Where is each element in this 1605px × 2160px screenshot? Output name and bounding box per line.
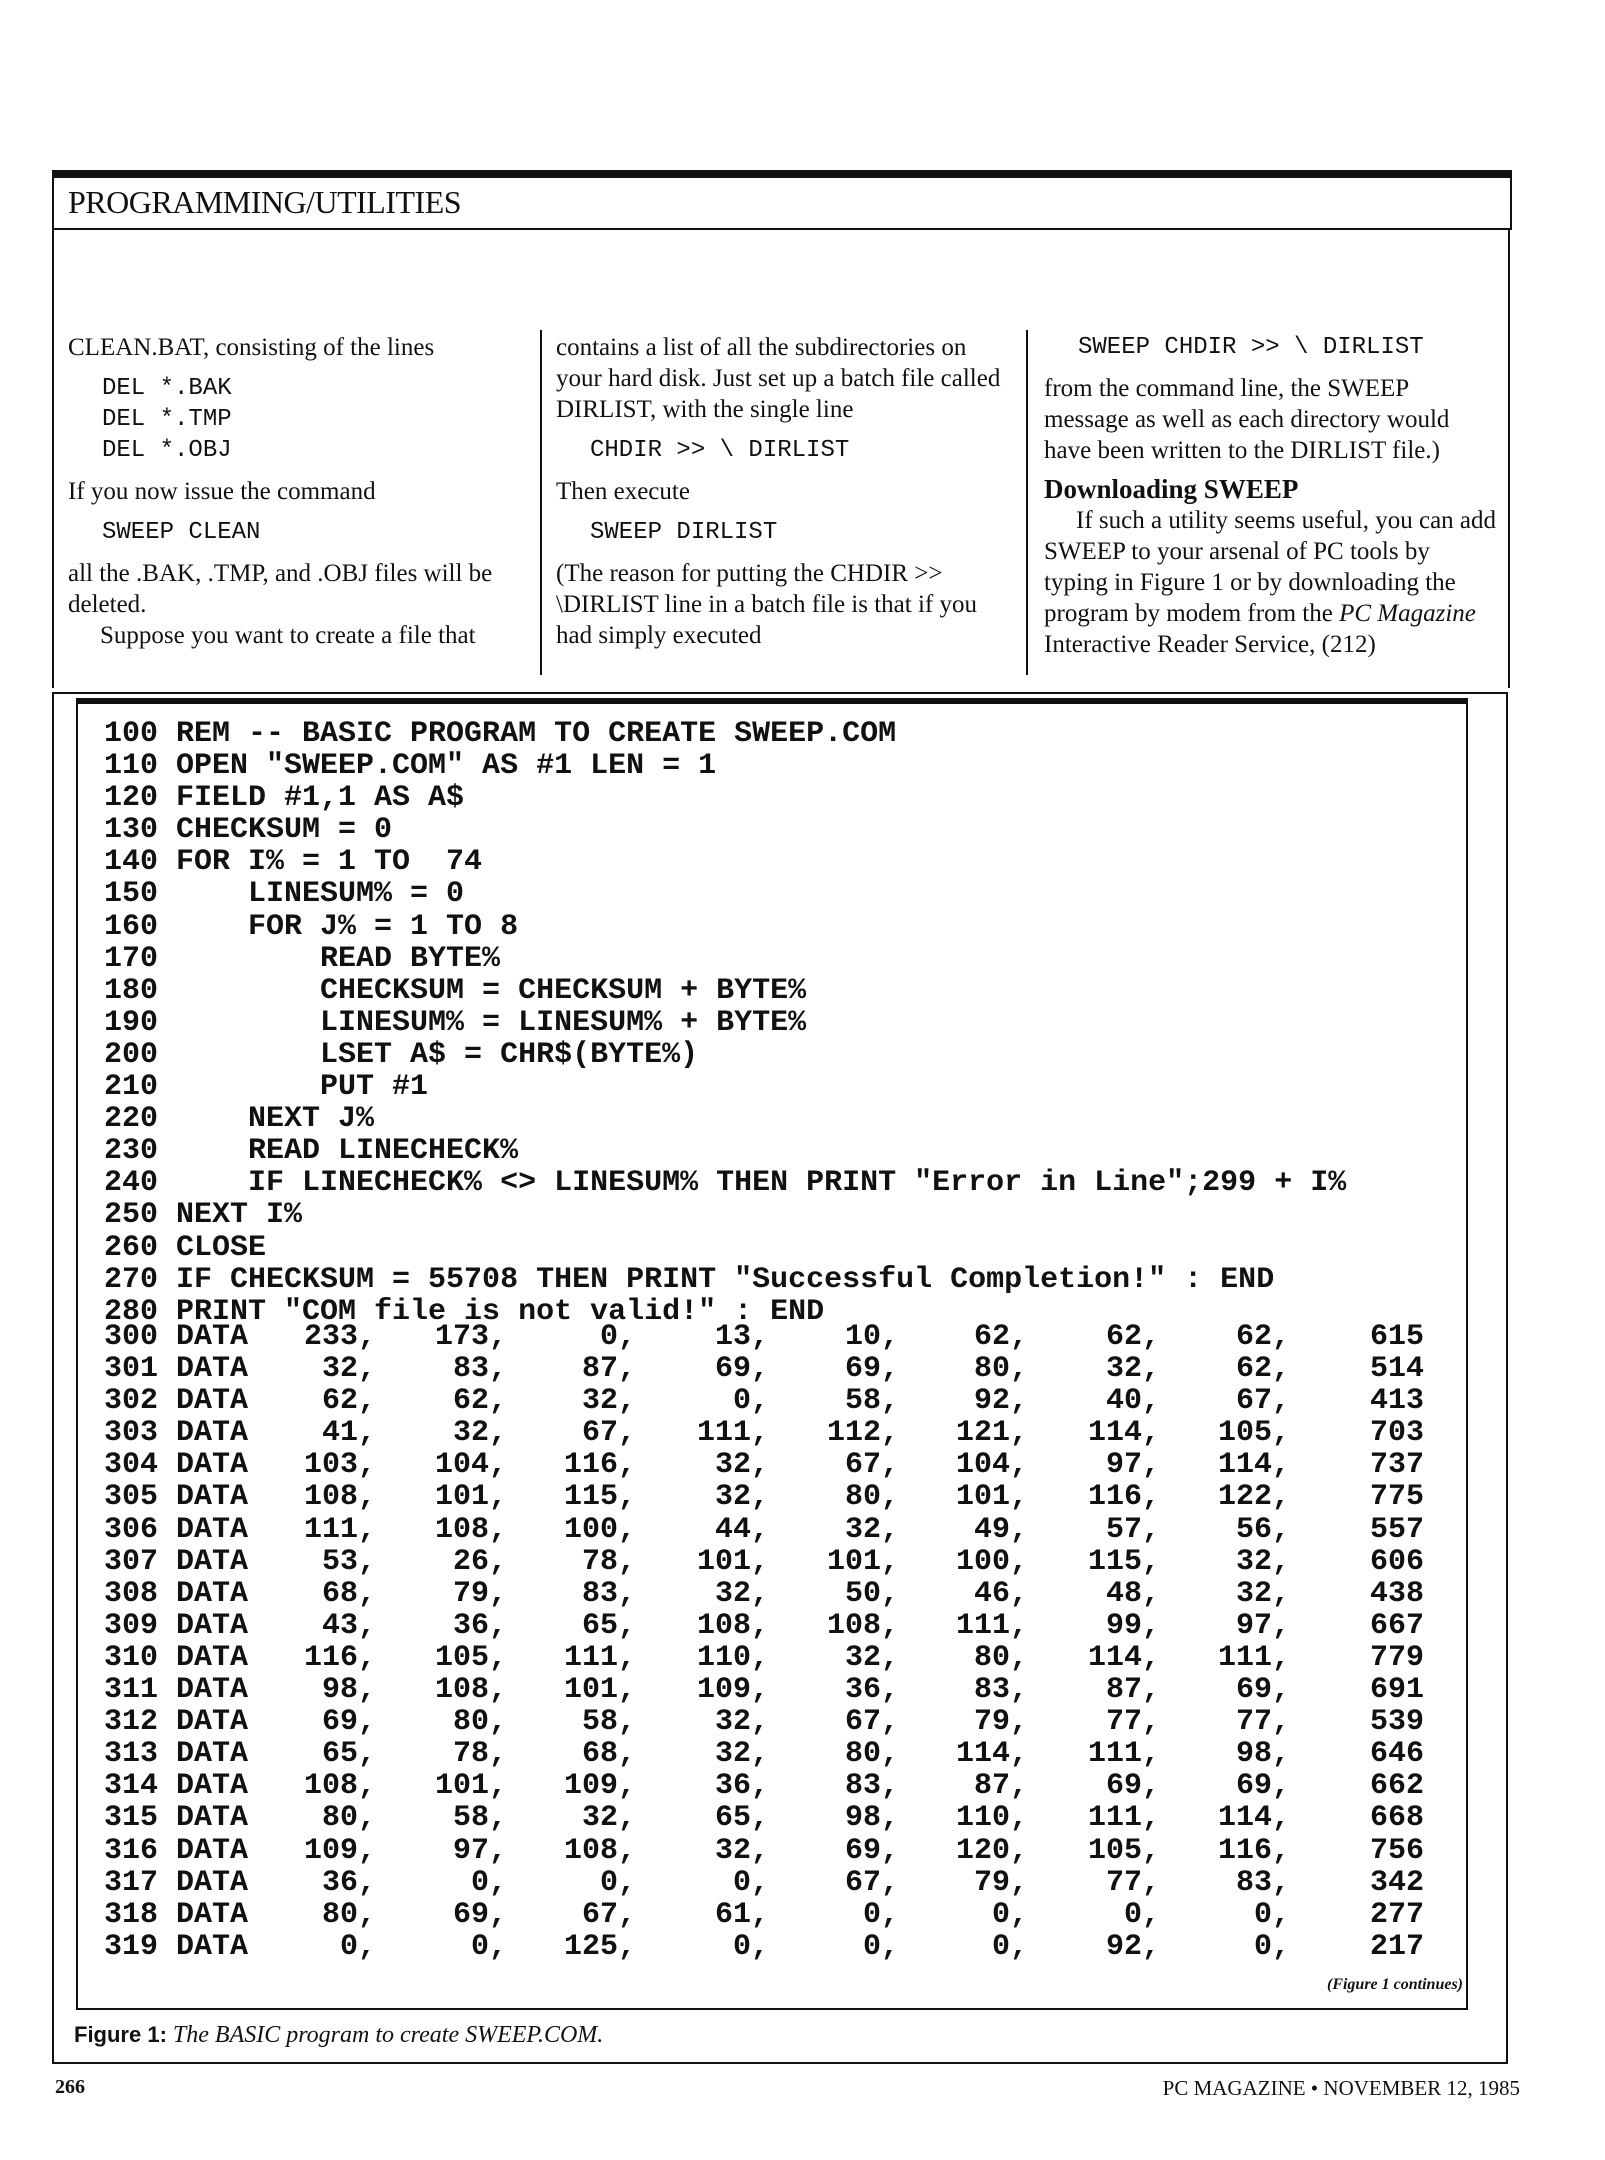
data-value: 114, <box>1087 1640 1160 1675</box>
data-value: 97, <box>452 1833 507 1868</box>
data-value: 0, <box>732 1384 769 1419</box>
data-row <box>104 1866 1484 1898</box>
data-value: 48, <box>1105 1576 1160 1611</box>
data-value: 69, <box>714 1352 769 1387</box>
data-value: 65, <box>321 1737 376 1772</box>
code-line: DEL *.BAK <box>102 375 232 402</box>
data-line-label: 300 DATA <box>104 1320 249 1354</box>
data-value: 62, <box>1235 1320 1290 1354</box>
paragraph: Suppose you want to create a file that <box>100 622 476 649</box>
data-value: 62, <box>321 1384 376 1419</box>
data-value: 105, <box>434 1640 507 1675</box>
data-value: 108, <box>826 1608 899 1643</box>
data-line-label: 318 DATA <box>104 1897 249 1932</box>
data-value: 0, <box>1253 1929 1290 1964</box>
data-value: 101, <box>696 1544 769 1579</box>
data-checksum: 606 <box>1369 1544 1424 1579</box>
code-line: 130 CHECKSUM = 0 <box>104 813 393 848</box>
data-row <box>104 1545 1484 1577</box>
data-line-label: 303 DATA <box>104 1416 249 1451</box>
data-value: 115, <box>1087 1544 1160 1579</box>
data-value: 109, <box>696 1673 769 1708</box>
data-value: 32, <box>714 1480 769 1515</box>
paragraph: CLEAN.BAT, consisting of the lines <box>68 334 435 361</box>
data-value: 61, <box>714 1897 769 1932</box>
data-value: 92, <box>1105 1929 1160 1964</box>
code-line: DEL *.OBJ <box>102 437 232 464</box>
data-value: 0, <box>1123 1897 1160 1932</box>
data-row <box>104 1769 1484 1804</box>
data-value: 69, <box>844 1352 899 1387</box>
page-frame-right <box>1508 228 1510 688</box>
data-checksum: 662 <box>1369 1769 1424 1804</box>
data-value: 109, <box>303 1833 376 1868</box>
data-value: 67, <box>844 1448 899 1483</box>
data-value: 109, <box>563 1769 636 1804</box>
data-line-label: 315 DATA <box>104 1801 249 1836</box>
data-value: 58, <box>452 1801 507 1836</box>
data-value: 32, <box>844 1640 899 1675</box>
data-value: 36, <box>714 1769 769 1804</box>
data-value: 41, <box>321 1416 376 1451</box>
data-value: 97, <box>1235 1608 1290 1643</box>
data-value: 87, <box>581 1352 636 1387</box>
data-value: 0, <box>470 1929 507 1964</box>
data-checksum: 779 <box>1369 1640 1424 1675</box>
data-value: 108, <box>303 1769 376 1804</box>
data-value: 114, <box>1087 1416 1160 1451</box>
code-line: DEL *.TMP <box>102 406 232 433</box>
data-value: 98, <box>321 1673 376 1708</box>
column-divider <box>1026 330 1028 675</box>
code-line: 230 READ LINECHECK% <box>104 1134 519 1169</box>
data-value: 100, <box>563 1512 636 1547</box>
data-checksum: 342 <box>1369 1865 1424 1900</box>
data-value: 116, <box>303 1640 376 1675</box>
data-value: 32, <box>452 1416 507 1451</box>
header-rule <box>52 170 1512 178</box>
data-checksum: 756 <box>1369 1833 1424 1868</box>
data-line-label: 309 DATA <box>104 1608 249 1643</box>
data-value: 69, <box>1235 1673 1290 1708</box>
data-value: 78, <box>452 1737 507 1772</box>
caption-text: The BASIC program to create SWEEP.COM. <box>172 2022 604 2048</box>
data-value: 56, <box>1235 1512 1290 1547</box>
data-value: 114, <box>1217 1448 1290 1483</box>
data-value: 101, <box>826 1544 899 1579</box>
data-checksum: 646 <box>1369 1737 1424 1772</box>
code-line: SWEEP CHDIR >> \ DIRLIST <box>1078 334 1424 361</box>
data-value: 62, <box>1105 1320 1160 1354</box>
paragraph: (The reason for putting the CHDIR >> \DIRLIST line in a batch file is that if you had simply executed <box>556 560 977 649</box>
page-frame-left <box>52 228 54 688</box>
data-value: 26, <box>452 1544 507 1579</box>
text-span: If such a utility seems useful, you can add SWEEP to your arsenal of PC tools by typing in Figure 1 or by downloading the program by modem from the <box>1044 507 1497 627</box>
code-line: 160 FOR J% = 1 TO 8 <box>104 909 519 944</box>
caption-label: Figure 1: <box>74 2022 167 2047</box>
data-value: 83, <box>452 1352 507 1387</box>
data-value: 69, <box>321 1705 376 1740</box>
article-column-3 <box>1044 332 1498 660</box>
basic-listing <box>104 718 1346 1328</box>
data-value: 92, <box>973 1384 1028 1419</box>
data-checksum: 703 <box>1369 1416 1424 1451</box>
data-value: 111, <box>563 1640 636 1675</box>
paragraph: all the .BAK, .TMP, and .OBJ files will be deleted. <box>68 560 493 618</box>
data-value: 32, <box>714 1833 769 1868</box>
data-checksum: 277 <box>1369 1897 1424 1932</box>
code-line: 200 LSET A$ = CHR$(BYTE%) <box>104 1037 699 1072</box>
data-value: 32, <box>714 1705 769 1740</box>
code-block <box>102 373 523 466</box>
data-line-label: 301 DATA <box>104 1352 249 1387</box>
data-value: 67, <box>1235 1384 1290 1419</box>
data-value: 36, <box>452 1608 507 1643</box>
data-value: 32, <box>581 1801 636 1836</box>
code-line: 150 LINESUM% = 0 <box>104 877 465 912</box>
data-value: 79, <box>452 1576 507 1611</box>
data-line-label: 307 DATA <box>104 1544 249 1579</box>
data-value: 62, <box>973 1320 1028 1354</box>
data-value: 120, <box>955 1833 1028 1868</box>
data-checksum: 539 <box>1369 1705 1424 1740</box>
data-line-label: 306 DATA <box>104 1512 249 1547</box>
data-value: 65, <box>581 1608 636 1643</box>
data-value: 65, <box>714 1801 769 1836</box>
code-line: 100 REM -- BASIC PROGRAM TO CREATE SWEEP.COM <box>104 717 897 751</box>
data-value: 32, <box>844 1512 899 1547</box>
data-line-label: 308 DATA <box>104 1576 249 1611</box>
data-value: 98, <box>1235 1737 1290 1772</box>
data-checksum: 413 <box>1369 1384 1424 1419</box>
figure-caption <box>74 2022 603 2049</box>
code-line: 220 NEXT J% <box>104 1102 375 1137</box>
data-value: 80, <box>321 1897 376 1932</box>
data-value: 112, <box>826 1416 899 1451</box>
data-line-label: 311 DATA <box>104 1673 249 1708</box>
figure-continues-note: (Figure 1 continues) <box>1326 1976 1463 1993</box>
data-value: 58, <box>581 1705 636 1740</box>
data-statements <box>104 1320 1484 1962</box>
data-line-label: 312 DATA <box>104 1705 249 1740</box>
data-value: 110, <box>955 1801 1028 1836</box>
data-row <box>104 1577 1484 1609</box>
data-value: 101, <box>955 1480 1028 1515</box>
data-value: 87, <box>1105 1673 1160 1708</box>
data-value: 68, <box>321 1576 376 1611</box>
data-value: 111, <box>303 1512 376 1547</box>
subheading: Downloading SWEEP <box>1044 474 1299 504</box>
data-value: 108, <box>696 1608 769 1643</box>
code-line: SWEEP DIRLIST <box>590 519 778 546</box>
data-value: 87, <box>973 1769 1028 1804</box>
data-value: 116, <box>1217 1833 1290 1868</box>
data-value: 83, <box>844 1769 899 1804</box>
data-line-label: 317 DATA <box>104 1865 249 1900</box>
data-value: 69, <box>1235 1769 1290 1804</box>
data-value: 36, <box>321 1865 376 1900</box>
data-value: 69, <box>452 1897 507 1932</box>
paragraph: from the command line, the SWEEP message as well as each directory would have been written to the DIRLIST file.) <box>1044 375 1450 464</box>
data-value: 111, <box>1217 1640 1290 1675</box>
data-row <box>104 1416 1484 1451</box>
data-value: 80, <box>973 1352 1028 1387</box>
data-value: 32, <box>1235 1576 1290 1611</box>
data-value: 0, <box>599 1865 636 1900</box>
data-value: 67, <box>581 1416 636 1451</box>
code-line: 120 FIELD #1,1 AS A$ <box>104 781 465 816</box>
data-value: 80, <box>973 1640 1028 1675</box>
data-line-label: 304 DATA <box>104 1448 249 1483</box>
article-column-1 <box>68 332 523 651</box>
data-value: 173, <box>434 1320 507 1354</box>
data-value: 79, <box>973 1865 1028 1900</box>
code-line: 190 LINESUM% = LINESUM% + BYTE% <box>104 1005 807 1040</box>
data-row <box>104 1930 1484 1962</box>
data-value: 0, <box>339 1929 376 1964</box>
data-value: 68, <box>581 1737 636 1772</box>
data-line-label: 319 DATA <box>104 1929 249 1964</box>
data-value: 32, <box>714 1737 769 1772</box>
data-checksum: 667 <box>1369 1608 1424 1643</box>
code-line: 250 NEXT I% <box>104 1198 303 1233</box>
data-value: 105, <box>1217 1416 1290 1451</box>
data-value: 233, <box>303 1320 376 1354</box>
data-checksum: 668 <box>1369 1801 1424 1836</box>
code-line: 280 PRINT "COM file is not valid!" : END <box>104 1294 825 1329</box>
data-value: 0, <box>862 1929 899 1964</box>
section-title: PROGRAMMING/UTILITIES <box>68 184 462 220</box>
data-line-label: 305 DATA <box>104 1480 249 1515</box>
data-value: 49, <box>973 1512 1028 1547</box>
data-checksum: 217 <box>1369 1929 1424 1964</box>
data-value: 0, <box>862 1897 899 1932</box>
data-value: 105, <box>1087 1833 1160 1868</box>
data-value: 83, <box>581 1576 636 1611</box>
data-value: 62, <box>452 1384 507 1419</box>
data-value: 62, <box>1235 1352 1290 1387</box>
data-value: 53, <box>321 1544 376 1579</box>
code-line: SWEEP CLEAN <box>102 519 261 546</box>
article-column-2 <box>556 332 1011 651</box>
code-line: 140 FOR I% = 1 TO 74 <box>104 845 483 880</box>
data-value: 46, <box>973 1576 1028 1611</box>
data-value: 32, <box>321 1352 376 1387</box>
data-row <box>104 1513 1484 1545</box>
data-value: 0, <box>991 1897 1028 1932</box>
data-value: 69, <box>844 1833 899 1868</box>
data-value: 101, <box>563 1673 636 1708</box>
data-value: 99, <box>1105 1608 1160 1643</box>
data-value: 111, <box>955 1608 1028 1643</box>
paragraph <box>1044 505 1498 660</box>
data-value: 79, <box>973 1705 1028 1740</box>
data-value: 69, <box>1105 1769 1160 1804</box>
code-line: 270 IF CHECKSUM = 55708 THEN PRINT "Successful Completion!" : END <box>104 1262 1275 1297</box>
data-checksum: 615 <box>1369 1320 1424 1354</box>
data-row <box>104 1352 1484 1387</box>
data-value: 57, <box>1105 1512 1160 1547</box>
data-value: 58, <box>844 1384 899 1419</box>
data-value: 122, <box>1217 1480 1290 1515</box>
magazine-name: PC Magazine <box>1339 600 1476 627</box>
data-value: 115, <box>563 1480 636 1515</box>
data-value: 111, <box>1087 1737 1160 1772</box>
data-value: 32, <box>714 1576 769 1611</box>
data-value: 80, <box>844 1737 899 1772</box>
data-value: 80, <box>321 1801 376 1836</box>
data-value: 0, <box>1253 1897 1290 1932</box>
data-value: 13, <box>714 1320 769 1354</box>
data-row <box>104 1448 1484 1483</box>
data-value: 116, <box>563 1448 636 1483</box>
data-value: 32, <box>581 1384 636 1419</box>
paragraph: contains a list of all the subdirectories on your hard disk. Just set up a batch file called DIRLIST, with the single line <box>556 334 1001 423</box>
data-value: 0, <box>732 1865 769 1900</box>
data-value: 77, <box>1235 1705 1290 1740</box>
code-line: 180 CHECKSUM = CHECKSUM + BYTE% <box>104 973 807 1008</box>
page-number: 266 <box>55 2076 85 2098</box>
data-value: 101, <box>434 1480 507 1515</box>
data-value: 121, <box>955 1416 1028 1451</box>
data-value: 50, <box>844 1576 899 1611</box>
data-value: 0, <box>599 1320 636 1354</box>
data-value: 108, <box>563 1833 636 1868</box>
code-line: 170 READ BYTE% <box>104 941 501 976</box>
data-checksum: 557 <box>1369 1512 1424 1547</box>
data-row <box>104 1737 1484 1772</box>
data-value: 110, <box>696 1640 769 1675</box>
code-line: 110 OPEN "SWEEP.COM" AS #1 LEN = 1 <box>104 749 717 784</box>
data-value: 32, <box>714 1448 769 1483</box>
data-row <box>104 1705 1484 1740</box>
data-row <box>104 1673 1484 1708</box>
data-value: 125, <box>563 1929 636 1964</box>
paragraph: If you now issue the command <box>68 478 376 505</box>
data-row <box>104 1898 1484 1930</box>
data-value: 108, <box>434 1512 507 1547</box>
data-checksum: 438 <box>1369 1576 1424 1611</box>
paragraph: Then execute <box>556 478 690 505</box>
data-row <box>104 1834 1484 1866</box>
data-value: 83, <box>1235 1865 1290 1900</box>
data-value: 104, <box>434 1448 507 1483</box>
data-value: 78, <box>581 1544 636 1579</box>
data-checksum: 737 <box>1369 1448 1424 1483</box>
data-value: 116, <box>1087 1480 1160 1515</box>
code-line: 210 PUT #1 <box>104 1070 429 1105</box>
code-line: CHDIR >> \ DIRLIST <box>590 437 850 464</box>
data-value: 43, <box>321 1608 376 1643</box>
data-value: 0, <box>732 1929 769 1964</box>
data-line-label: 302 DATA <box>104 1384 249 1419</box>
data-value: 10, <box>844 1320 899 1354</box>
data-line-label: 313 DATA <box>104 1737 249 1772</box>
data-value: 103, <box>303 1448 376 1483</box>
data-value: 67, <box>581 1897 636 1932</box>
data-value: 100, <box>955 1544 1028 1579</box>
data-row <box>104 1609 1484 1641</box>
data-row <box>104 1480 1484 1515</box>
data-value: 77, <box>1105 1705 1160 1740</box>
data-value: 32, <box>1235 1544 1290 1579</box>
data-value: 36, <box>844 1673 899 1708</box>
text-span: Interactive Reader Service, (212) <box>1044 631 1376 658</box>
data-value: 44, <box>714 1512 769 1547</box>
data-value: 32, <box>1105 1352 1160 1387</box>
data-value: 108, <box>303 1480 376 1515</box>
data-value: 98, <box>844 1801 899 1836</box>
data-value: 97, <box>1105 1448 1160 1483</box>
magazine-footer: PC MAGAZINE • NOVEMBER 12, 1985 <box>1162 2076 1520 2100</box>
data-value: 83, <box>973 1673 1028 1708</box>
data-line-label: 310 DATA <box>104 1640 249 1675</box>
data-value: 114, <box>1217 1801 1290 1836</box>
data-value: 101, <box>434 1769 507 1804</box>
data-value: 67, <box>844 1705 899 1740</box>
data-value: 114, <box>955 1737 1028 1772</box>
data-row <box>104 1384 1484 1419</box>
code-line: 260 CLOSE <box>104 1230 267 1265</box>
data-value: 40, <box>1105 1384 1160 1419</box>
data-row <box>104 1641 1484 1673</box>
data-value: 80, <box>452 1705 507 1740</box>
data-value: 67, <box>844 1865 899 1900</box>
data-row <box>104 1320 1484 1352</box>
code-line: 240 IF LINECHECK% <> LINESUM% THEN PRINT "Error in Line";299 + I% <box>104 1166 1347 1201</box>
data-value: 0, <box>991 1929 1028 1964</box>
data-value: 111, <box>1087 1801 1160 1836</box>
data-value: 80, <box>844 1480 899 1515</box>
column-divider <box>540 330 542 675</box>
data-checksum: 691 <box>1369 1673 1424 1708</box>
data-checksum: 514 <box>1369 1352 1424 1387</box>
data-value: 77, <box>1105 1865 1160 1900</box>
data-checksum: 775 <box>1369 1480 1424 1515</box>
data-value: 0, <box>470 1865 507 1900</box>
data-value: 111, <box>696 1416 769 1451</box>
data-line-label: 314 DATA <box>104 1769 249 1804</box>
data-value: 108, <box>434 1673 507 1708</box>
data-row <box>104 1801 1484 1836</box>
data-value: 104, <box>955 1448 1028 1483</box>
data-line-label: 316 DATA <box>104 1833 249 1868</box>
